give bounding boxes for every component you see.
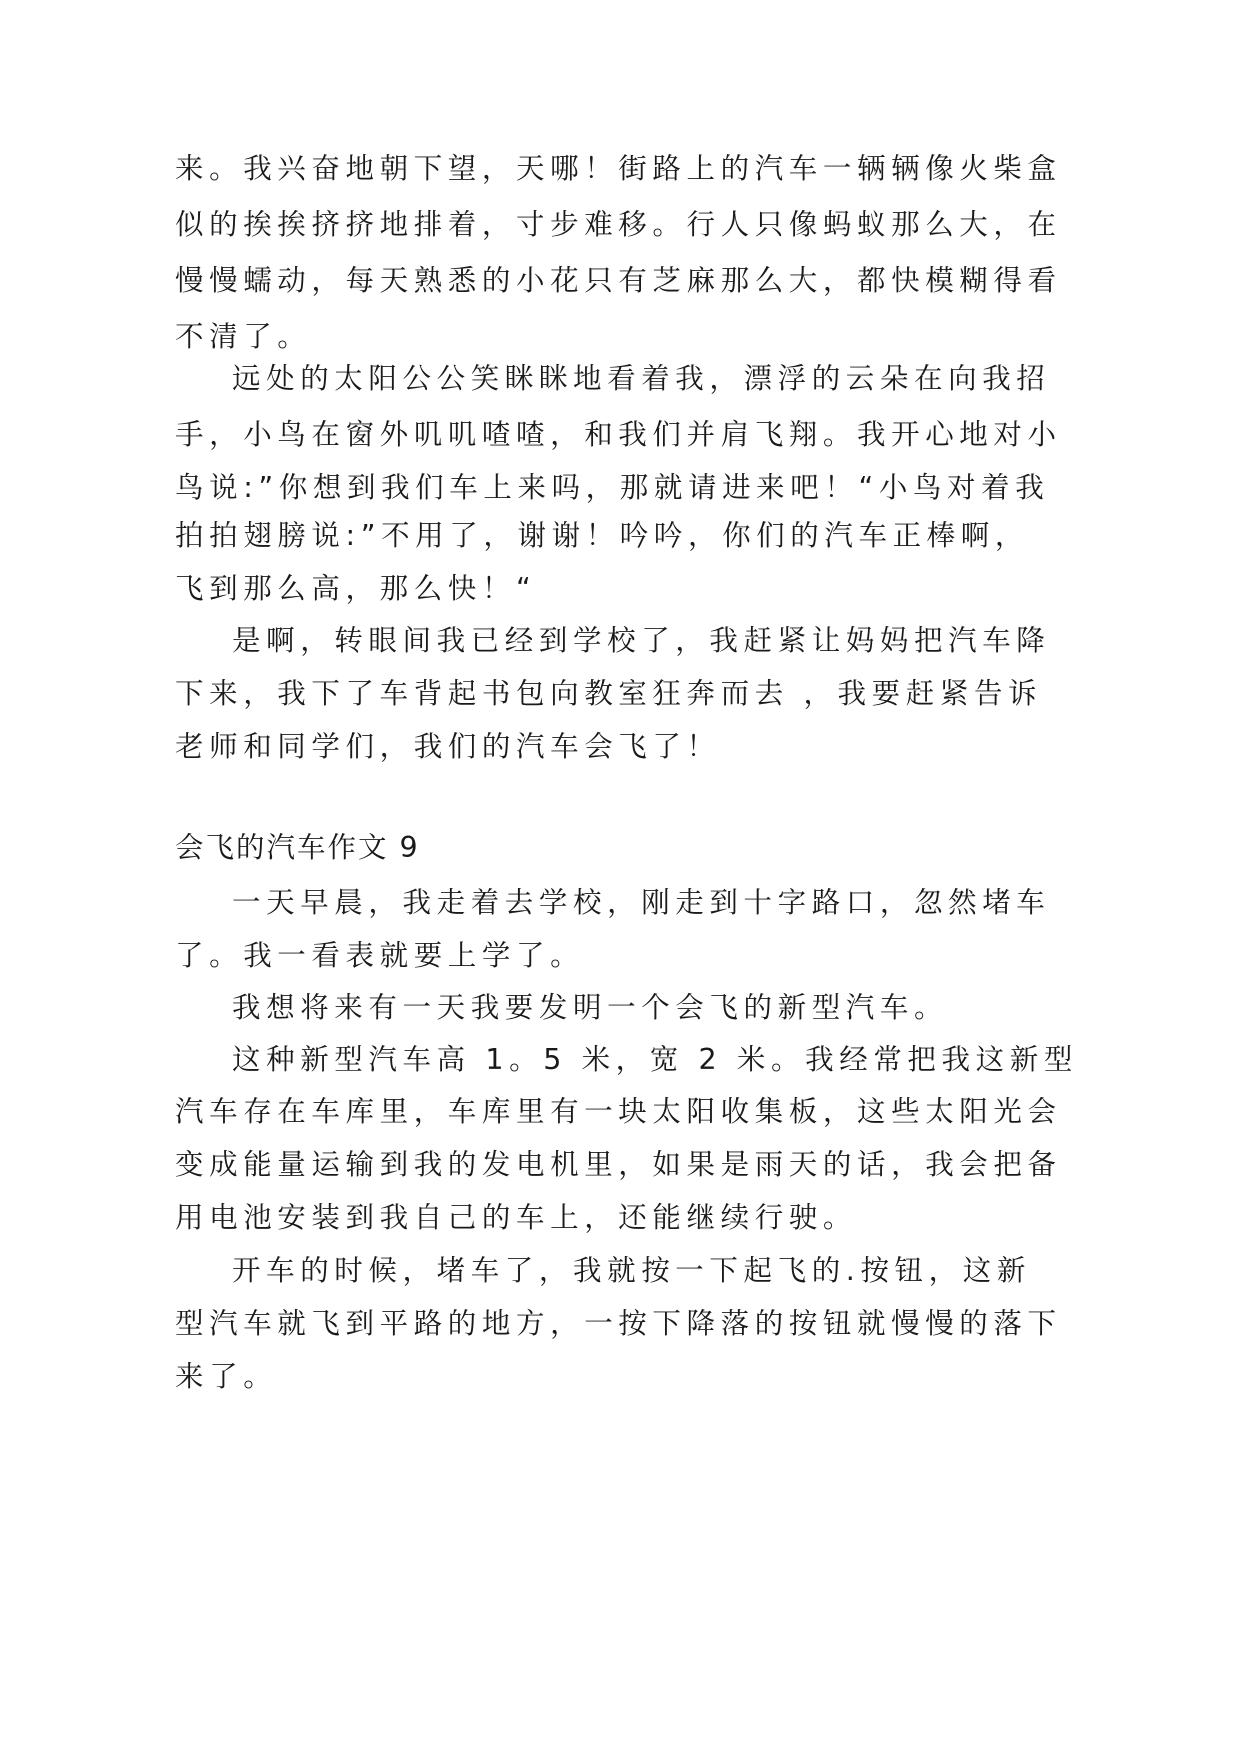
paragraph-line: 老师和同学们，我们的汽车会飞了！ bbox=[175, 730, 721, 763]
paragraph-line: 来了。 bbox=[175, 1360, 278, 1393]
paragraph-line: 我想将来有一天我要发明一个会飞的新型汽车。 bbox=[232, 991, 949, 1024]
paragraph-line: 飞到那么高，那么快！“ bbox=[175, 572, 537, 605]
paragraph-line: 拍拍翅膀说:”不用了，谢谢！吟吟，你们的汽车正棒啊， bbox=[175, 519, 1029, 552]
paragraph-line: 用电池安装到我自己的车上，还能继续行驶。 bbox=[175, 1201, 858, 1234]
paragraph-line: 不清了。 bbox=[175, 320, 312, 353]
paragraph-line: 这种新型汽车高 1。5 米，宽 2 米。我经常把我这新型 bbox=[232, 1043, 1078, 1076]
paragraph-line: 下来，我下了车背起书包向教室狂奔而去 ，我要赶紧告诉 bbox=[175, 677, 1043, 710]
paragraph-line: 远处的太阳公公笑眯眯地看着我，漂浮的云朵在向我招 bbox=[232, 362, 1051, 395]
paragraph-line: 是啊，转眼间我已经到学校了，我赶紧让妈妈把汽车降 bbox=[232, 624, 1051, 657]
paragraph-line: 似的挨挨挤挤地排着，寸步难移。行人只像蚂蚁那么大，在 bbox=[175, 208, 1062, 241]
paragraph-line: 变成能量运输到我的发电机里，如果是雨天的话，我会把备 bbox=[175, 1148, 1062, 1181]
paragraph-line: 开车的时候，堵车了，我就按一下起飞的.按钮，这新 bbox=[232, 1254, 1031, 1287]
paragraph-line: 慢慢蠕动，每天熟悉的小花只有芝麻那么大，都快模糊得看 bbox=[175, 264, 1062, 297]
section-heading: 会飞的汽车作文 9 bbox=[175, 831, 420, 864]
paragraph-line: 鸟说:”你想到我们车上来吗，那就请进来吧！“小鸟对着我 bbox=[175, 471, 1050, 504]
paragraph-line: 来。我兴奋地朝下望，天哪！街路上的汽车一辆辆像火柴盒 bbox=[175, 152, 1062, 185]
paragraph-line: 一天早晨，我走着去学校，刚走到十字路口，忽然堵车 bbox=[232, 886, 1051, 919]
paragraph-line: 了。我一看表就要上学了。 bbox=[175, 939, 585, 972]
paragraph-line: 手，小鸟在窗外叽叽喳喳，和我们并肩飞翔。我开心地对小 bbox=[175, 418, 1062, 451]
paragraph-line: 型汽车就飞到平路的地方，一按下降落的按钮就慢慢的落下 bbox=[175, 1307, 1062, 1340]
paragraph-line: 汽车存在车库里，车库里有一块太阳收集板，这些太阳光会 bbox=[175, 1095, 1062, 1128]
